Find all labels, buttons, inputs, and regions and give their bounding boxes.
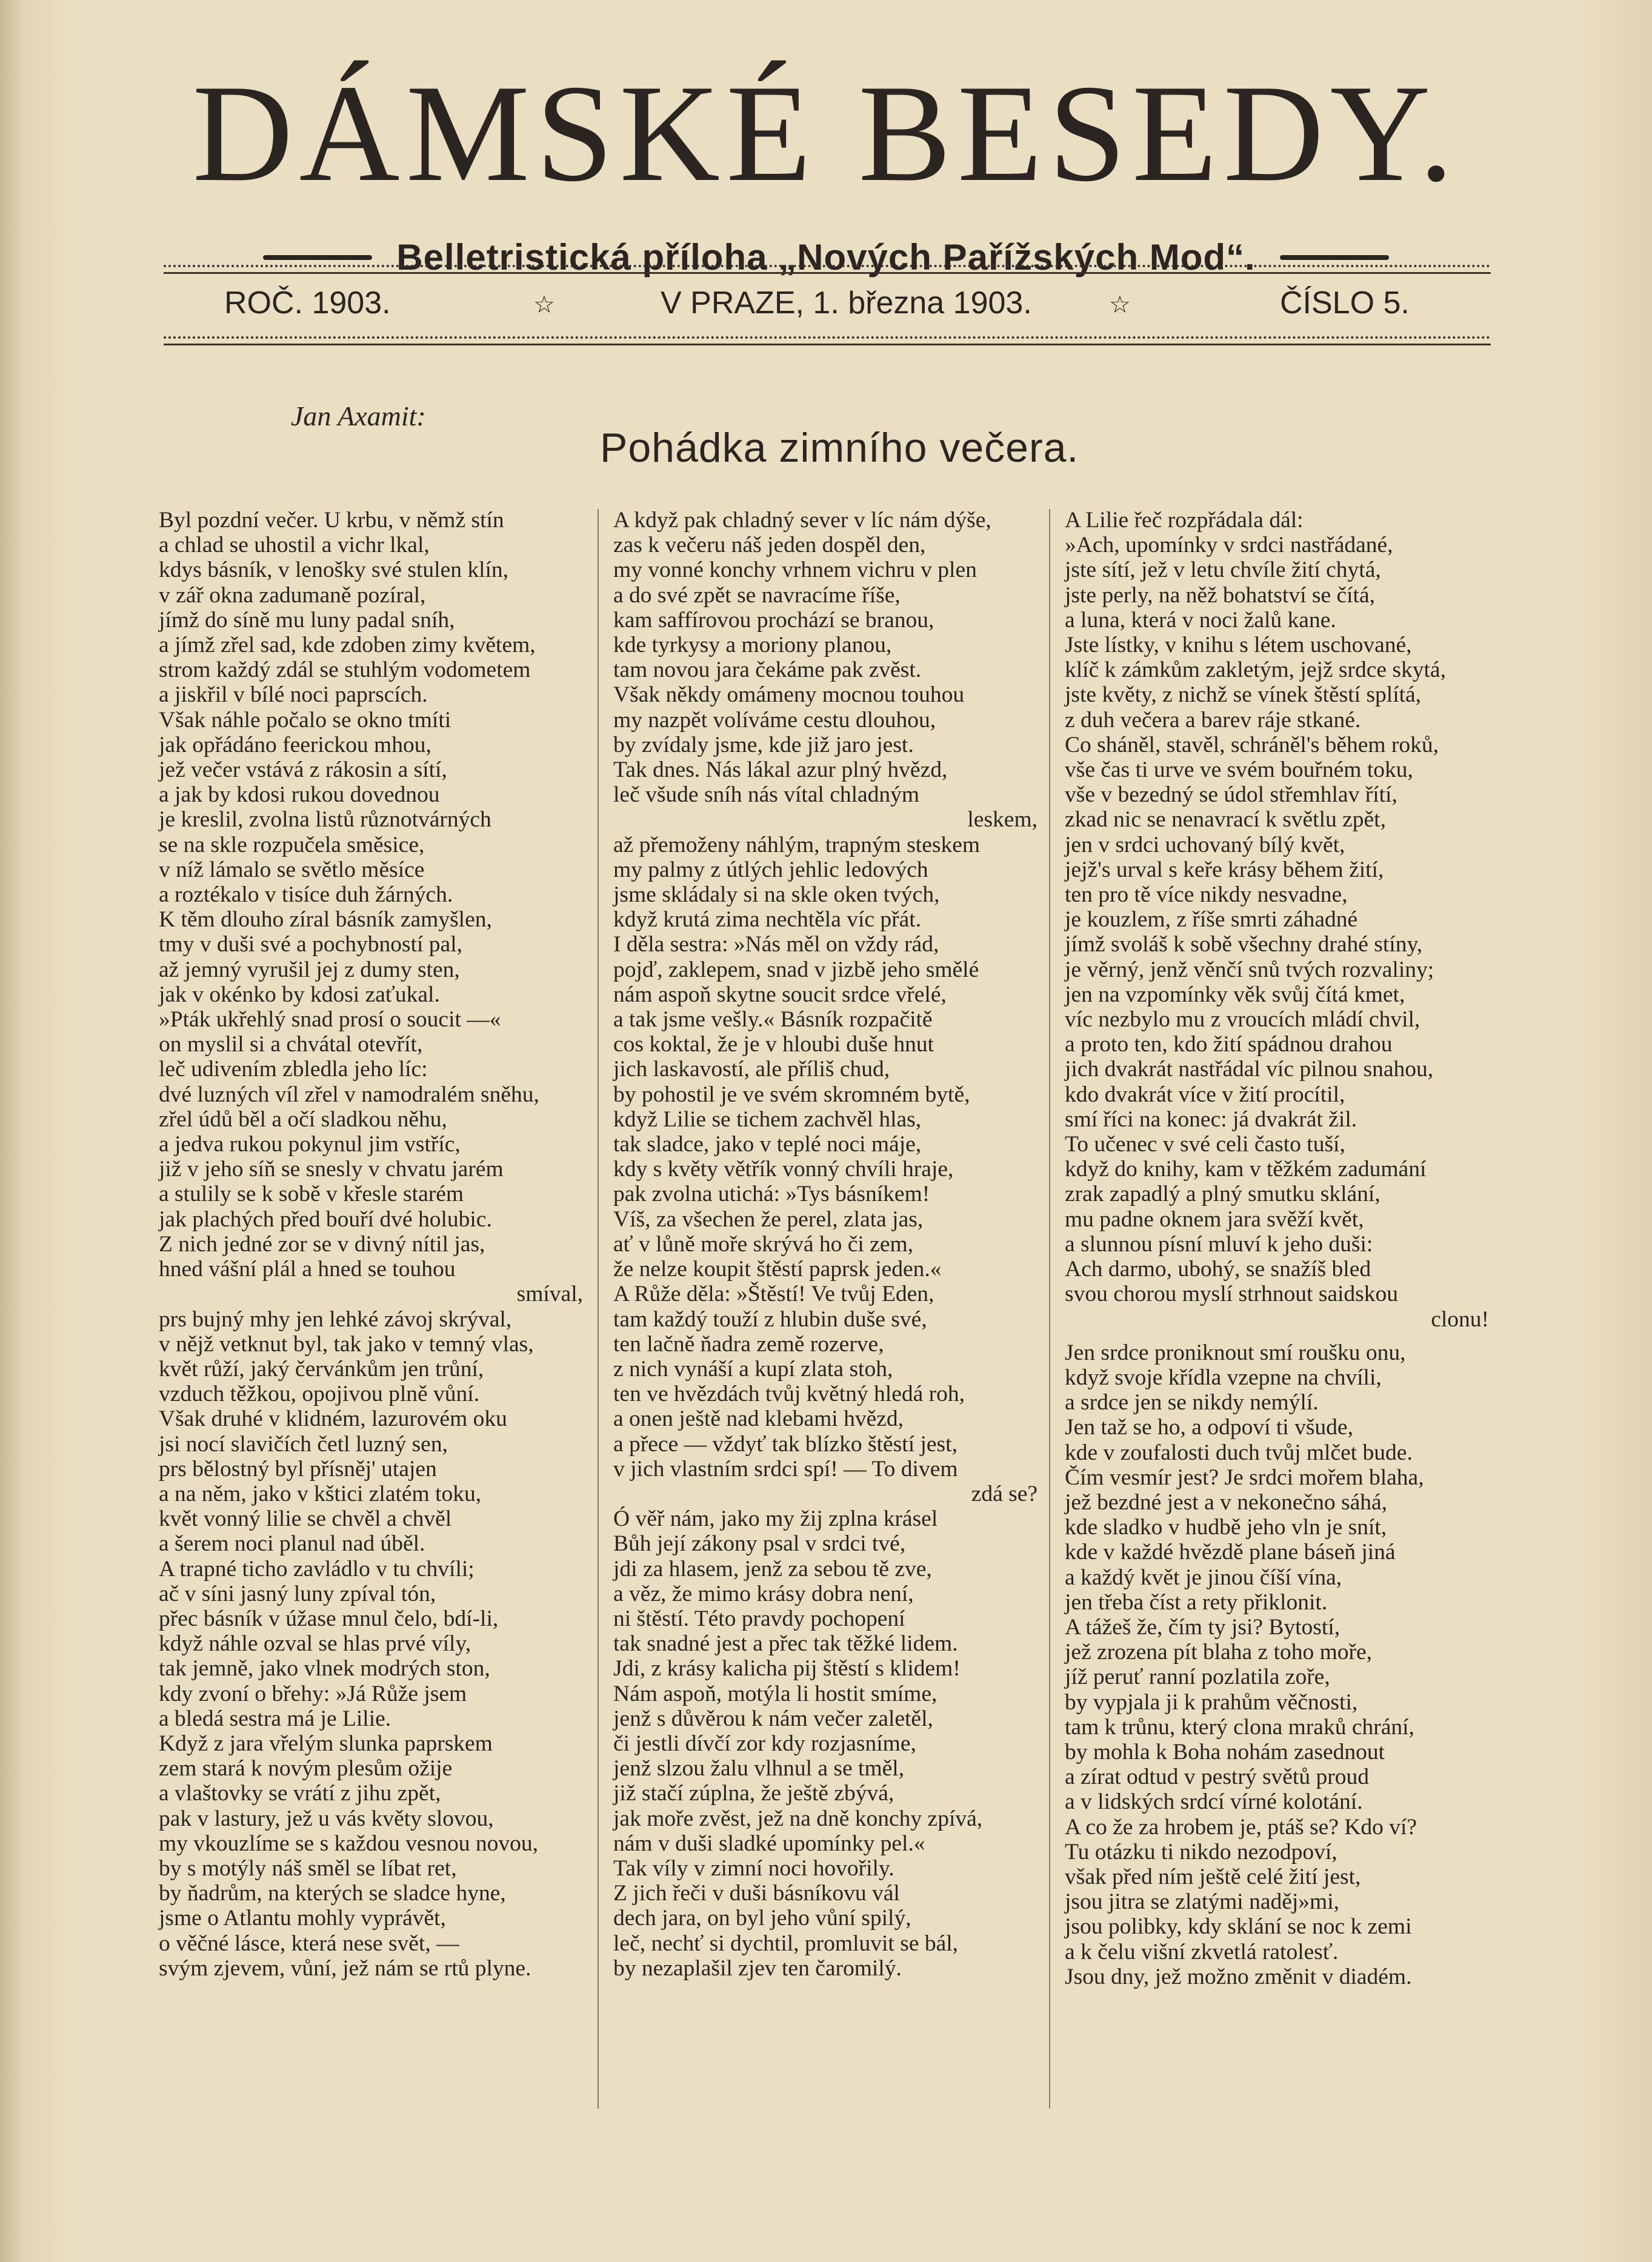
verse-line: by s motýly náš směl se líbat ret, (159, 1855, 457, 1881)
verse-line: ač v síni jasný luny zpíval tón, (159, 1581, 436, 1606)
verse-line: svou chorou myslí strhnout saidskou (1065, 1282, 1398, 1307)
verse-line: když Lilie se tichem zachvěl hlas, (613, 1106, 922, 1132)
verse-line: by ňadrům, na kterých se sladce hyne, (159, 1881, 506, 1906)
verse-line: by mohla k Boha nohám zasednout (1065, 1739, 1385, 1765)
verse-line: a věz, že mimo krásy dobra není, (613, 1581, 914, 1606)
verse-line: a chlad se uhostil a vichr lkal, (159, 533, 430, 558)
verse-line: kdo dvakrát více v žití procítil, (1065, 1082, 1345, 1107)
verse-line: my vonné konchy vrhnem vichru v plen (613, 557, 977, 583)
verse-line: jímž do síně mu luny padal sníh, (159, 607, 455, 633)
verse-line: vzduch těžkou, opojivou plně vůní. (159, 1382, 480, 1407)
verse-line: zřel údů běl a očí sladkou něhu, (159, 1106, 447, 1132)
verse-line: ať v lůně moře skrývá ho či zem, (613, 1231, 914, 1257)
verse-line: květ vonný lilie se chvěl a chvěl (159, 1506, 452, 1532)
verse-line: by pohostil je ve svém skromném bytě, (613, 1082, 970, 1107)
verse-line: jejž's urval s keře krásy během žití, (1065, 857, 1384, 882)
verse-line: zas k večeru náš jeden dospěl den, (613, 533, 926, 558)
verse-line: pak v lastury, jež u vás květy slovou, (159, 1806, 494, 1831)
poem-title: Pohádka zimního večera. (600, 425, 1079, 471)
verse-line: leč udivením zbledla jeho líc: (159, 1057, 428, 1082)
verse-line: jen na vzpomínky věk svůj čítá kmet, (1065, 982, 1405, 1007)
verse-line: by zvídaly jsme, kde již jaro jest. (613, 732, 914, 757)
verse-line: a šerem noci planul nad úběl. (159, 1531, 425, 1557)
verse-line: my vkouzlíme se s každou vesnou novou, (159, 1831, 538, 1856)
verse-line: kde sladko v hudbě jeho vln je snít, (1065, 1515, 1387, 1540)
verse-line: je věrný, jenž věnčí snů tvých rozvaliny; (1065, 957, 1434, 982)
verse-line: jdi za hlasem, jenž za sebou tě zve, (613, 1556, 932, 1582)
verse-line: když krutá zima nechtěla víc přát. (613, 907, 922, 933)
verse-line: pojď, zaklepem, snad v jizbě jeho smělé (613, 957, 979, 982)
verse-line: v níž lámalo se světlo měsíce (159, 857, 425, 882)
verse-line: tam k trůnu, který clona mraků chrání, (1065, 1714, 1414, 1740)
verse-line: A Lilie řeč rozpřádala dál: (1065, 508, 1304, 533)
verse-line: Ach darmo, ubohý, se snažíš bled (1065, 1257, 1371, 1282)
verse-line: jak opřádáno feerickou mhou, (159, 732, 431, 757)
verse-line: a srdce jen se nikdy nemýlí. (1065, 1390, 1319, 1415)
verse-line: Nám aspoň, motýla li hostit smíme, (613, 1681, 938, 1706)
verse-line: To učenec v své celi často tuší, (1065, 1132, 1345, 1157)
stanza-gap (1065, 1332, 1489, 1340)
verse-line: leč, nechť si dychtil, promluvit se bál, (613, 1931, 959, 1956)
verse-line: zrak zapadlý a plný smutku sklání, (1065, 1182, 1381, 1207)
verse-line: vše v bezedný se údol střemhlav řítí, (1065, 782, 1397, 808)
verse-line: A Růže děla: »Štěstí! Ve tvůj Eden, (613, 1282, 934, 1307)
verse-line: ni štěstí. Této pravdy pochopení (613, 1606, 905, 1631)
verse-line: mu padne oknem jara svěží květ, (1065, 1206, 1364, 1232)
verse-line: Když z jara vřelým slunka paprskem (159, 1731, 493, 1756)
issue-number: ČÍSLO 5. (1280, 285, 1410, 321)
verse-line: klíč k zámkům zakletým, jejž srdce skytá, (1065, 657, 1446, 683)
text-column-1 (159, 508, 583, 1981)
verse-line: Tak dnes. Nás lákal azur plný hvězd, (613, 757, 948, 783)
verse-line: přec básník v úžase mnul čelo, bdí-li, (159, 1606, 499, 1631)
masthead (0, 58, 1652, 278)
verse-line: jsme o Atlantu mohly vyprávět, (159, 1906, 446, 1931)
verse-line: jste sítí, jež v letu chvíle žití chytá, (1065, 557, 1381, 583)
verse-line: již stačí zúplna, že ještě zbývá, (613, 1781, 894, 1806)
verse-line: prs bujný mhy jen lehké závoj skrýval, (159, 1306, 512, 1332)
verse-line: tmy v duši své a pochybností pal, (159, 932, 462, 957)
verse-line: a onen ještě nad klebami hvězd, (613, 1406, 904, 1432)
verse-line: a na něm, jako v kštici zlatém toku, (159, 1481, 482, 1506)
issue-info-row (164, 285, 1491, 327)
verse-line: »Pták ukřehlý snad prosí o soucit —« (159, 1007, 501, 1033)
verse-line: svým zjevem, vůní, jež nám se rtů plyne. (159, 1955, 531, 1981)
verse-line: a k čelu višní zkvetlá ratolesť. (1065, 1939, 1339, 1964)
verse-line: cos koktal, že je v hloubi duše hnut (613, 1032, 934, 1057)
verse-line: v zář okna zadumaně pozíral, (159, 582, 426, 608)
verse-line: z duh večera a barev ráje stkané. (1065, 707, 1361, 733)
right-dash-ornament (1280, 255, 1389, 260)
verse-line: kdy s květy větřík vonný chvíli hraje, (613, 1157, 954, 1182)
verse-line: by vypjala ji k prahům věčnosti, (1065, 1689, 1358, 1715)
verse-line: jenž s důvěrou k nám večer zaletěl, (613, 1706, 933, 1731)
verse-line: jenž slzou žalu vlhnul a se tměl, (613, 1756, 905, 1781)
issue-place-date: V PRAZE, 1. března 1903. (661, 285, 1032, 321)
verse-line: dvé luzných víl zřel v namodralém sněhu, (159, 1082, 539, 1107)
verse-line: je kreslil, zvolna listů různotvárných (159, 807, 491, 833)
verse-line: jíž peruť ranní pozlatila zoře, (1065, 1665, 1330, 1690)
article-author: Jan Axamit: (291, 401, 426, 431)
verse-line: a jímž zřel sad, kde zdoben zimy květem, (159, 633, 536, 658)
verse-line: z nich vynáší a kupí zlata stoh, (613, 1356, 893, 1382)
verse-line: a v lidských srdcí vírné kolotání. (1065, 1789, 1363, 1815)
verse-line: zkad nic se nenavrací k světlu zpět, (1065, 807, 1386, 833)
verse-line: Jen srdce proniknout smí roušku onu, (1065, 1340, 1406, 1365)
verse-line: hned vášní plál a hned se touhou (159, 1257, 456, 1282)
verse-line: a přece — vždyť tak blízko štěstí jest, (613, 1431, 958, 1457)
verse-line: jsme skládaly si na skle oken tvých, (613, 882, 940, 908)
verse-line: vše čas ti urve ve svém bouřném toku, (1065, 757, 1413, 783)
verse-line: Z nich jedné zor se v divný nítil jas, (159, 1231, 485, 1257)
verse-line: v nějž vetknut byl, tak jako v temný vlas, (159, 1331, 534, 1357)
verse-line: A co že za hrobem je, ptáš se? Kdo ví? (1065, 1814, 1417, 1840)
verse-line: I děla sestra: »Nás měl on vždy rád, (613, 932, 939, 957)
verse-line: již v jeho síň se snesly v chvatu jarém (159, 1157, 504, 1182)
verse-line: Jdi, z krásy kalicha pij štěstí s klidem! (613, 1656, 961, 1682)
verse-line: květ růží, jaký červánkům jen trůní, (159, 1356, 484, 1382)
verse-line: kde v zoufalosti duch tvůj mlčet bude. (1065, 1440, 1413, 1465)
verse-line: tak sladce, jako v teplé noci máje, (613, 1132, 922, 1157)
verse-line: my nazpět volíváme cestu dlouhou, (613, 707, 936, 733)
verse-line: či jestli dívčí zor kdy rozjasníme, (613, 1731, 916, 1756)
verse-line: jich dvakrát nastřádal víc pilnou snahou, (1065, 1057, 1434, 1082)
verse-line: a slunnou písní mluví k jeho duši: (1065, 1231, 1373, 1257)
column-divider (598, 509, 599, 2109)
verse-line: Jsou dny, jež možno změnit v diadém. (1065, 1964, 1412, 1989)
verse-line: jsou polibky, kdy sklání se noc k zemi (1065, 1914, 1412, 1940)
verse-line: o věčné lásce, která nese svět, — (159, 1931, 459, 1956)
verse-line: v jich vlastním srdci spí! — To divem (613, 1456, 958, 1482)
verse-line: Ó věř nám, jako my žij zplna krásel (613, 1506, 938, 1532)
verse-line: zem stará k novým plesům ožije (159, 1756, 453, 1781)
left-dash-ornament (263, 255, 372, 260)
verse-line: když do knihy, kam v těžkém zadumání (1065, 1157, 1427, 1182)
verse-line: tak jemně, jako vlnek modrých ston, (159, 1656, 490, 1682)
verse-line: jen třeba číst a rety přiklonit. (1065, 1589, 1328, 1615)
verse-line: on myslil si a chvátal otevřít, (159, 1032, 423, 1057)
verse-line: »Ach, upomínky v srdci nastřádané, (1065, 533, 1393, 558)
verse-line: jen v srdci uchovaný bílý květ, (1065, 832, 1345, 857)
verse-line: Čím vesmír jest? Je srdci mořem blaha, (1065, 1465, 1424, 1490)
verse-line: smíval, (516, 1282, 583, 1307)
verse-line: však před ním ještě celé žití jest, (1065, 1864, 1361, 1889)
issue-volume: ROČ. 1903. (224, 285, 391, 321)
verse-line: ten lačně ňadra země rozerve, (613, 1331, 884, 1357)
verse-line: a jedva rukou pokynul jim vstříc, (159, 1132, 461, 1157)
verse-line: Co sháněl, stavěl, schráněl's během roků, (1065, 732, 1439, 757)
verse-line: jímž svoláš k sobě všechny drahé stíny, (1065, 932, 1423, 957)
verse-line: že nelze koupit štěstí paprsk jeden.« (613, 1257, 942, 1282)
text-column-2 (613, 508, 1037, 1981)
verse-line: Tak víly v zimní noci hovořily. (613, 1855, 894, 1881)
verse-line: A trapné ticho zavládlo v tu chvíli; (159, 1556, 475, 1582)
verse-line: až přemoženy náhlým, trapným steskem (613, 832, 981, 857)
verse-line: a proto ten, kdo žití spádnou drahou (1065, 1032, 1393, 1057)
verse-line: a jiskřil v bílé noci paprscích. (159, 682, 428, 708)
masthead-title: DÁMSKÉ BESEDY. (192, 56, 1460, 210)
verse-line: zdá se? (971, 1481, 1037, 1506)
verse-line: a luna, která v noci žalů kane. (1065, 607, 1336, 633)
verse-line: Však náhle počalo se okno tmíti (159, 707, 451, 733)
text-column-3 (1065, 508, 1489, 1989)
verse-line: jich laskavostí, ale příliš chud, (613, 1057, 890, 1082)
verse-line: jsi nocí slavičích četl luzný sen, (159, 1431, 448, 1457)
column-divider (1049, 509, 1050, 2109)
verse-line: ten pro tě více nikdy nesvadne, (1065, 882, 1348, 908)
top-dotted-rule (164, 265, 1491, 274)
verse-line: nám v duši sladké upomínky pel.« (613, 1831, 925, 1856)
verse-line: jste perly, na něž bohatství se čítá, (1065, 582, 1375, 608)
verse-line: smí říci na konec: já dvakrát žil. (1065, 1106, 1357, 1132)
verse-line: a do své zpět se navracíme říše, (613, 582, 901, 608)
verse-line: a stulily se k sobě v křesle starém (159, 1182, 464, 1207)
verse-line: a každý květ je jinou číší vína, (1065, 1565, 1342, 1590)
verse-line: by nezaplašil zjev ten čaromilý. (613, 1955, 902, 1981)
verse-line: Jste lístky, v knihu s létem uschované, (1065, 633, 1412, 658)
verse-line: když náhle ozval se hlas prvé víly, (159, 1631, 471, 1657)
verse-line: tak snadné jest a přec tak těžké lidem. (613, 1631, 958, 1657)
verse-line: A když pak chladný sever v líc nám dýše, (613, 508, 991, 533)
star-separator-icon: ☆ (1109, 291, 1131, 318)
verse-line: tam každý touží z hlubin duše své, (613, 1306, 927, 1332)
verse-line: tam novou jara čekáme pak zvěst. (613, 657, 922, 683)
verse-line: kam saffírovou prochází se branou, (613, 607, 934, 633)
verse-line: a roztékalo v tisíce duh žárných. (159, 882, 453, 908)
verse-line: jak moře zvěst, jež na dně konchy zpívá, (613, 1806, 983, 1831)
verse-line: když svoje křídla vzepne na chvíli, (1065, 1365, 1382, 1390)
verse-line: leč všude sníh nás vítal chladným (613, 782, 920, 808)
verse-line: jež bezdné jest a v nekonečno sáhá, (1065, 1489, 1388, 1515)
verse-line: a vlaštovky se vrátí z jihu zpět, (159, 1781, 441, 1806)
verse-line: strom každý zdál se stuhlým vodometem (159, 657, 531, 683)
verse-line: a tak jsme vešly.« Básník rozpačitě (613, 1007, 933, 1033)
verse-line: a jak by kdosi rukou dovednou (159, 782, 440, 808)
verse-line: K těm dlouho zíral básník zamyšlen, (159, 907, 492, 933)
verse-line: kde tyrkysy a moriony planou, (613, 633, 892, 658)
verse-line: Však někdy omámeny mocnou touhou (613, 682, 965, 708)
verse-line: se na skle rozpučela směsice, (159, 832, 425, 857)
verse-line: Však druhé v klidném, lazurovém oku (159, 1406, 507, 1432)
verse-line: ten ve hvězdách tvůj květný hledá roh, (613, 1382, 965, 1407)
verse-line: nám aspoň skytne soucit srdce vřelé, (613, 982, 947, 1007)
verse-line: kdy zvoní o břehy: »Já Růže jsem (159, 1681, 467, 1706)
verse-line: leskem, (967, 807, 1037, 833)
verse-line: jak plachých před bouří dvé holubic. (159, 1206, 492, 1232)
verse-line: Bůh její zákony psal v srdci tvé, (613, 1531, 906, 1557)
verse-line: jež zrozena pít blaha z toho moře, (1065, 1640, 1373, 1665)
verse-line: jež večer vstává z rákosin a sítí, (159, 757, 447, 783)
verse-line: kde v každé hvězdě plane báseň jiná (1065, 1540, 1396, 1565)
verse-line: až jemný vyrušil jej z dumy sten, (159, 957, 460, 982)
verse-line: Jen taž se ho, a odpoví ti všude, (1065, 1415, 1353, 1440)
star-separator-icon: ☆ (533, 291, 555, 318)
verse-line: jsou jitra se zlatými naděj»mi, (1065, 1889, 1340, 1915)
verse-line: pak zvolna utichá: »Tys básníkem! (613, 1182, 930, 1207)
verse-line: Víš, za všechen že perel, zlata jas, (613, 1206, 924, 1232)
verse-line: dech jara, on byl jeho vůní spilý, (613, 1906, 911, 1931)
verse-line: Z jich řeči v duši básníkovu vál (613, 1881, 900, 1906)
verse-line: Byl pozdní večer. U krbu, v němž stín (159, 508, 504, 533)
bottom-dotted-rule (164, 336, 1491, 345)
verse-line: jste květy, z nichž se vínek štěstí splítá, (1065, 682, 1422, 708)
verse-line: víc nezbylo mu z vroucích mládí chvil, (1065, 1007, 1421, 1033)
verse-line: je kouzlem, z říše smrti záhadné (1065, 907, 1358, 933)
masthead-subtitle: Belletristická příloha „Nových Pařížských Mod“. (396, 237, 1256, 278)
verse-line: my palmy z útlých jehlic ledových (613, 857, 928, 882)
verse-line: A tážeš že, čím ty jsi? Bytostí, (1065, 1614, 1341, 1640)
verse-line: Tu otázku ti nikdo nezodpoví, (1065, 1839, 1337, 1864)
verse-line: a zírat odtud v pestrý světů proud (1065, 1765, 1369, 1790)
verse-line: kdys básník, v lenošky své stulen klín, (159, 557, 509, 583)
verse-line: jak v okénko by kdosi zaťukal. (159, 982, 440, 1007)
verse-line: clonu! (1431, 1306, 1489, 1332)
verse-line: prs bělostný byl přísněj' utajen (159, 1456, 437, 1482)
verse-line: a bledá sestra má je Lilie. (159, 1706, 391, 1731)
